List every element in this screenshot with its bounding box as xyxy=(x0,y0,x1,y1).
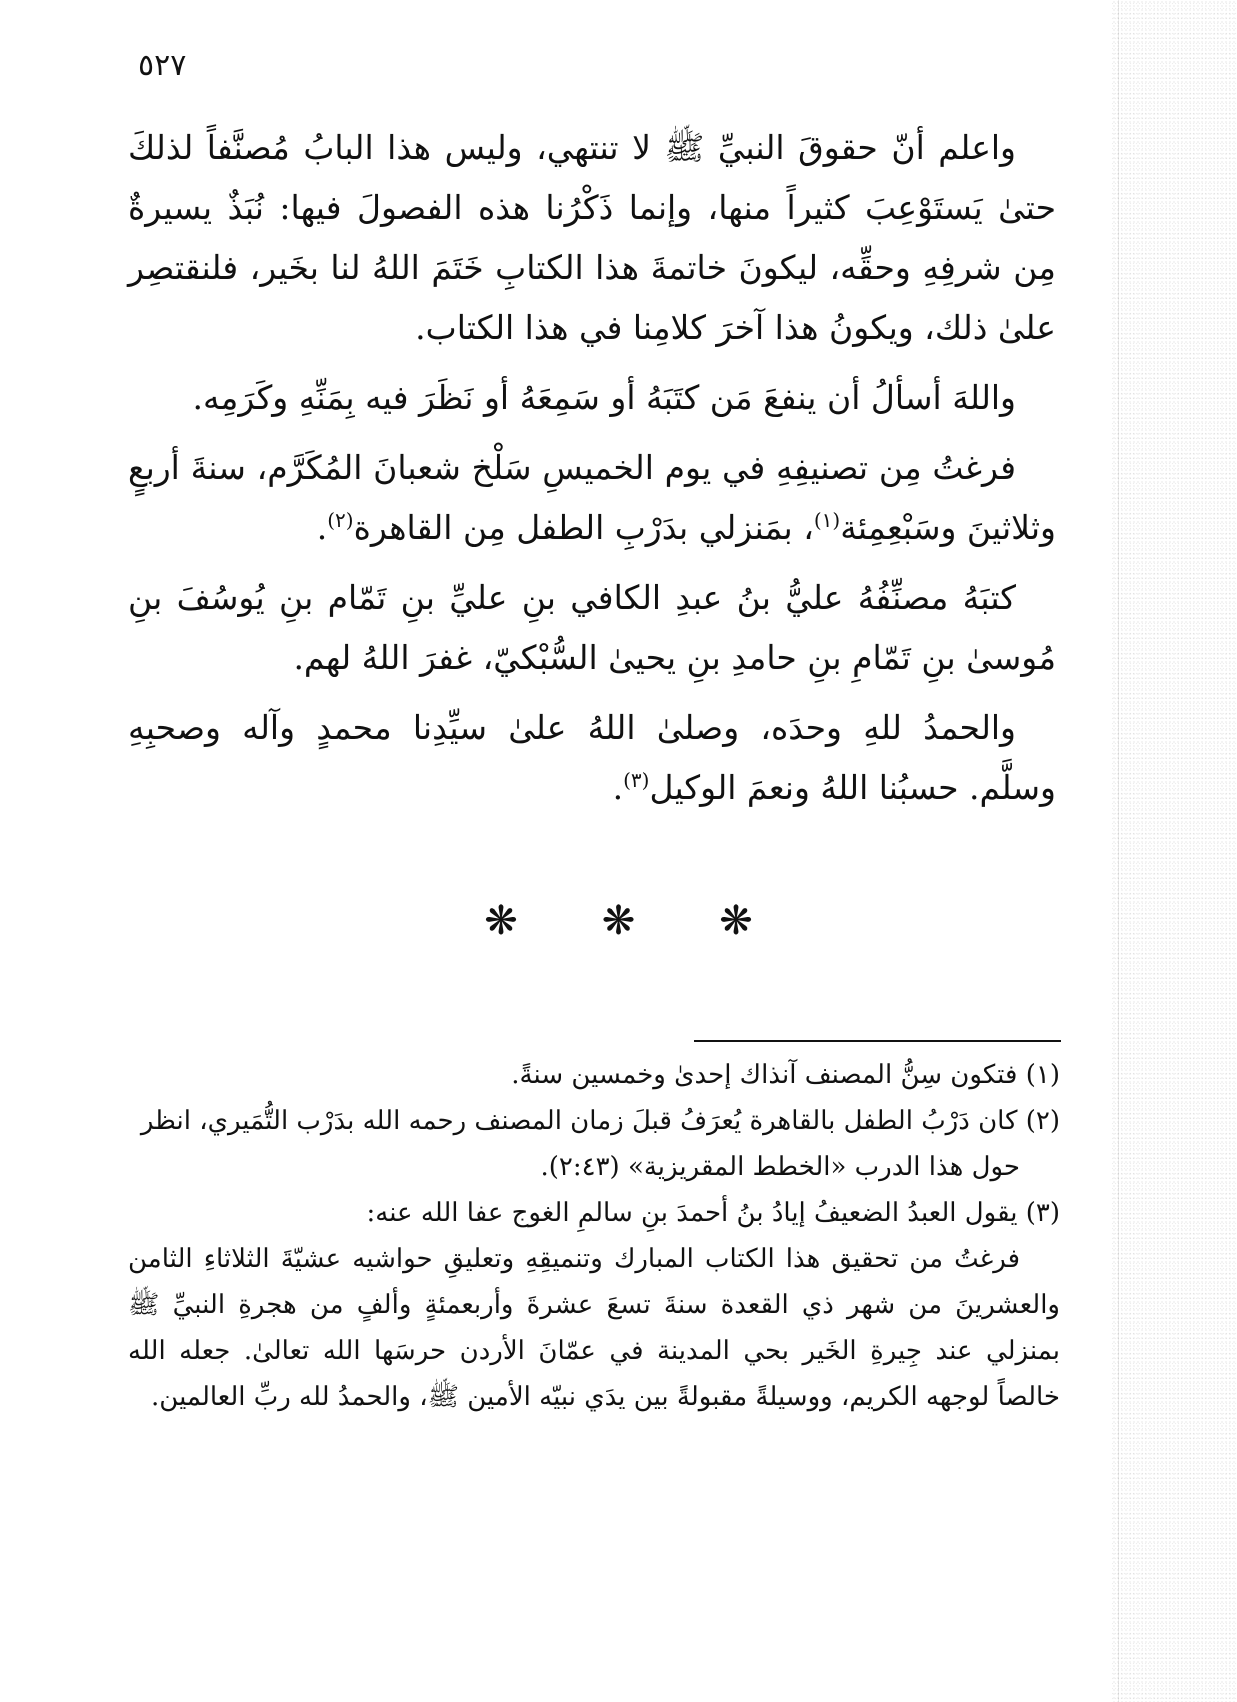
paragraph-3-middle: ، بمَنزلي بدَرْبِ الطفل مِن القاهرة xyxy=(353,508,814,547)
footnote-2-continuation: حول هذا الدرب «الخطط المقريزية» (٢:٤٣). xyxy=(540,1152,1020,1182)
paragraph-3 xyxy=(128,438,1056,558)
footnote-rule xyxy=(694,1040,1061,1042)
scan-edge-texture xyxy=(1112,0,1237,1702)
footnotes xyxy=(128,1052,1060,1420)
page-number: ٥٢٧ xyxy=(138,48,187,83)
asterism-ornament: ❋ xyxy=(719,898,753,944)
footnote-2: (٢) كان دَرْبُ الطفل بالقاهرة يُعرَفُ قبلَ زمان المصنف رحمه الله بدَرْب التُّمَيري، انظر xyxy=(140,1106,1060,1136)
asterism-ornament: ❋ xyxy=(601,898,636,944)
paragraph-2: واللهَ أسألُ أن ينفعَ مَن كتَبَهُ أو سَمِعَهُ أو نَظَرَ فيه بِمَنِّهِ وكَرَمِه. xyxy=(192,378,1016,417)
paragraph-5 xyxy=(128,698,1056,818)
section-separator xyxy=(0,898,1237,944)
paragraph-1: واعلم أنّ حقوقَ النبيِّ ﷺ لا تنتهي، وليس هذا البابُ مُصنَّفاً لذلكَ حتىٰ يَستَوْعِبَ كثيراً منها، وإنما ذَكْرُنا هذه الفصولَ فيها: نُبَذٌ يسيرةٌ مِن شرفِهِ وحقِّه، ليكونَ خاتمةَ هذا الكتابِ خَتَمَ اللهُ لنا بخَير، فلنقتصِر علىٰ ذلك، ويكونُ هذا آخرَ كلامِنا في هذا الكتاب. xyxy=(128,128,1056,347)
footnote-ref-3: (٣) xyxy=(623,768,650,792)
scan-edge-line xyxy=(1118,0,1119,1702)
footnote-3-body: فرغتُ من تحقيق هذا الكتاب المبارك وتنميقِهِ وتعليقِ حواشيه عشيّةَ الثلاثاءِ الثامن والعشرينَ من شهر ذي القعدة سنةَ تسعَ عشرةَ وأربعمئةٍ وألفٍ من هجرةِ النبيِّ ﷺ بمنزلي عند جِيرةِ الخَير بحي المدينة في عمّانَ الأردن حرسَها الله تعالىٰ. جعله الله خالصاً لوجهه الكريم، ووسيلةً مقبولةً بين يدَي نبيّه الأمين ﷺ، والحمدُ لله ربِّ العالمين. xyxy=(128,1244,1060,1412)
footnote-1: (١) فتكون سِنُّ المصنف آنذاك إحدىٰ وخمسين سنةً. xyxy=(511,1060,1060,1090)
footnote-ref-2: (٢) xyxy=(327,508,354,532)
paragraph-5-text: والحمدُ للهِ وحدَه، وصلىٰ اللهُ علىٰ سيِّدِنا محمدٍ وآله وصحبِهِ وسلَّم. حسبُنا اللهُ ونعمَ الوكيل xyxy=(128,708,1056,807)
paragraph-3-text: فرغتُ مِن تصنيفِهِ في يوم الخميسِ سَلْخ شعبانَ المُكَرَّم، سنةَ أربعٍ وثلاثينَ وسَبْعِمِئة xyxy=(128,448,1056,547)
paragraph-5-end: . xyxy=(612,768,624,807)
footnote-3: (٣) يقول العبدُ الضعيفُ إيادُ بنُ أحمدَ بنِ سالمِ الغوج عفا الله عنه: xyxy=(366,1198,1060,1228)
footnote-ref-1: (١) xyxy=(813,508,841,532)
main-text xyxy=(128,118,1056,828)
paragraph-4: كتبَهُ مصنِّفُهُ عليُّ بنُ عبدِ الكافي بنِ عليِّ بنِ تَمّام بنِ يُوسُفَ بنِ مُوسىٰ بنِ تَمّامِ بنِ حامدِ بنِ يحيىٰ السُّبْكيّ، غفرَ اللهُ لهم. xyxy=(128,578,1056,677)
asterism-ornament: ❋ xyxy=(484,898,518,944)
paragraph-3-end: . xyxy=(316,508,328,547)
